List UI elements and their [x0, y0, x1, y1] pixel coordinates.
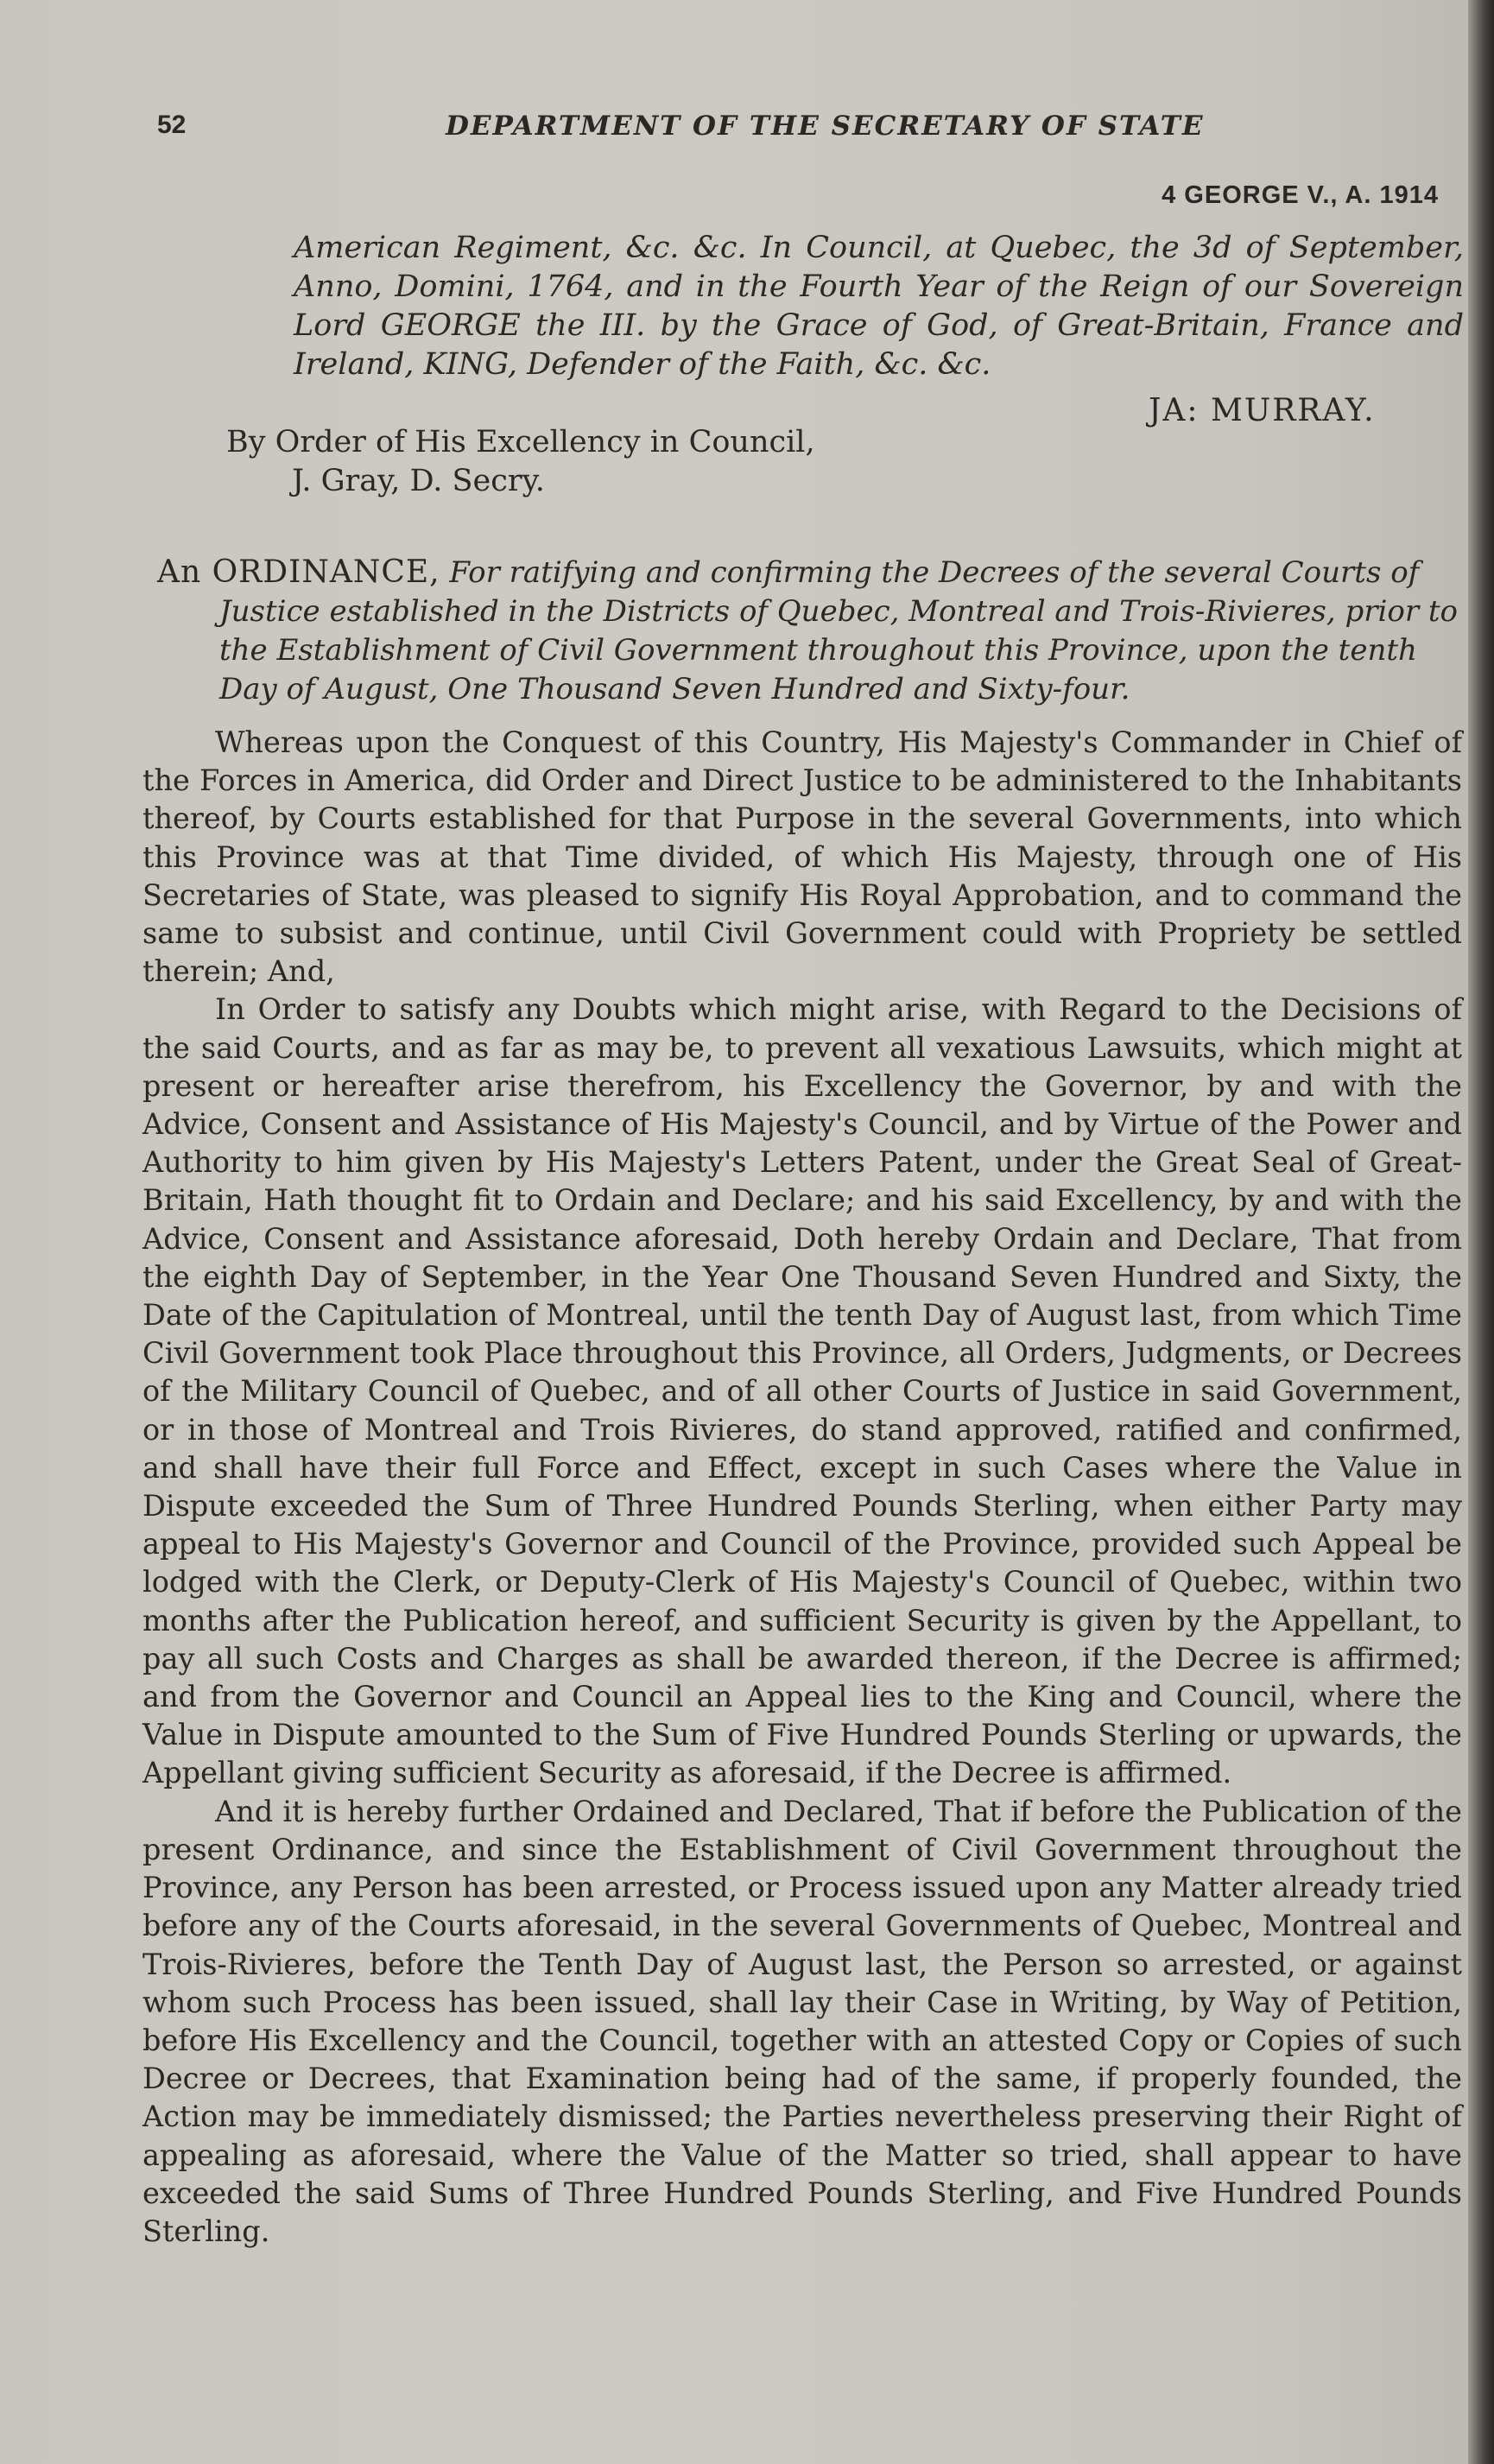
ordinance-body	[142, 724, 1462, 2251]
proclamation-text: American Regiment, &c. &c. In Council, at Quebec, the 3d of September, Anno, Domini, 1764, and in the Fourth Year of the Reign of our Sovereign Lord GEORGE the III. by the Grace of God, of Great-Britain, France and Ireland, KING, Defender of the Faith, &c. &c.	[294, 231, 1464, 382]
page-edge-shadow	[1468, 0, 1494, 2464]
ordinance-title	[157, 553, 1464, 709]
session-label: 4 GEORGE V., A. 1914	[1162, 181, 1439, 209]
paragraph-in-order: In Order to satisfy any Doubts which might arise, with Regard to the Decisions of the said Courts, and as far as may be, to prevent all vexatious Lawsuits, which might at present or hereafter arise therefrom, his Excellency the Governor, by and with the Advice, Consent and Assistance of His Majesty's Council, and by Virtue of the Power and Authority to him given by His Majesty's Letters Patent, under the Great Seal of Great-Britain, Hath thought fit to Ordain and Declare; and his said Excellency, by and with the Advice, Consent and Assistance aforesaid, Doth hereby Ordain and Declare, That from the eighth Day of September, in the Year One Thousand Seven Hundred and Sixty, the Date of the Capitulation of Montreal, until the tenth Day of August last, from which Time Civil Government took Place throughout this Province, all Orders, Judgments, or Decrees of the Military Council of Quebec, and of all other Courts of Justice in said Government, or in those of Montreal and Trois Rivieres, do stand approved, ratified and confirmed, and shall have their full Force and Effect, except in such Cases where the Value in Dispute exceeded the Sum of Three Hundred Pounds Sterling, when either Party may appeal to His Majesty's Governor and Council of the Province, provided such Appeal be lodged with the Clerk, or Deputy-Clerk of His Majesty's Council of Quebec, within two months after the Publication hereof, and sufficient Security is given by the Appellant, to pay all such Costs and Charges as shall be awarded thereon, if the Decree is affirmed; and from the Governor and Council an Appeal lies to the King and Council, where the Value in Dispute amounted to the Sum of Five Hundred Pounds Sterling or upwards, the Appellant giving sufficient Security as aforesaid, if the Decree is affirmed.	[142, 992, 1462, 1790]
governor-signature: JA: MURRAY.	[1149, 393, 1376, 428]
secretary-line: J. Gray, D. Secry.	[292, 464, 545, 498]
ordinance-lead: An ORDINANCE,	[157, 554, 440, 590]
running-head: DEPARTMENT OF THE SECRETARY OF STATE	[446, 111, 1205, 142]
paragraph-further-ordained: And it is hereby further Ordained and Declared, That if before the Publication of the present Ordinance, and since the Establishment of Civil Government throughout the Province, any Person has been arrested, or Process issued upon any Matter already tried before any of the Courts aforesaid, in the several Governments of Quebec, Montreal and Trois-Rivieres, before the Tenth Day of August last, the Person so arrested, or against whom such Process has been issued, shall lay their Case in Writing, by Way of Petition, before His Excellency and the Council, together with an attested Copy or Copies of such Decree or Decrees, that Examination being had of the same, if properly founded, the Action may be immediately dismissed; the Parties nevertheless preserving their Right of appealing as aforesaid, where the Value of the Matter so tried, shall appear to have exceeded the said Sums of Three Hundred Pounds Sterling, and Five Hundred Pounds Sterling.	[142, 1794, 1462, 2248]
page-number: 52	[157, 111, 187, 139]
paragraph-whereas: Whereas upon the Conquest of this Country, His Majesty's Commander in Chief of the Forces in America, did Order and Direct Justice to be administered to the Inhabitants thereof, by Courts established for that Purpose in the several Governments, into which this Province was at that Time divided, of which His Majesty, through one of His Secretaries of State, was pleased to signify His Royal Approbation, and to command the same to subsist and continue, until Civil Government could with Propriety be settled therein; And,	[142, 725, 1462, 989]
ordinance-title-text: For ratifying and confirming the Decrees of the several Courts of Justice established in the Districts of Quebec, Montreal and Trois-Rivieres, prior to the Establishment of Civil Government throughout this Province, upon the tenth Day of August, One Thousand Seven Hundred and Sixty-four.	[219, 555, 1459, 706]
proclamation-closing	[294, 229, 1464, 384]
by-order-block	[226, 423, 1003, 501]
by-order-line: By Order of His Excellency in Council,	[226, 425, 815, 459]
page-header	[157, 111, 1453, 154]
